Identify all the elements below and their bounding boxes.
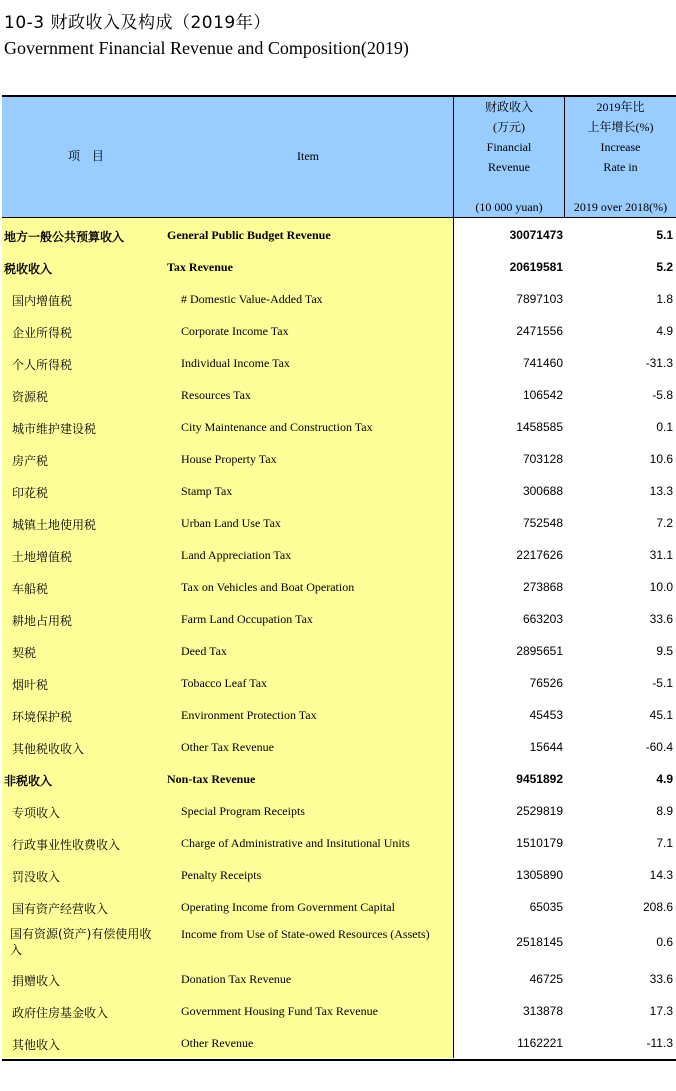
- growth-value: 7.2: [656, 516, 673, 530]
- growth-value: 1.8: [656, 292, 673, 306]
- item-name-en: Urban Land Use Tax: [181, 516, 281, 530]
- table-row: [2, 442, 676, 474]
- table-row: [2, 634, 676, 666]
- revenue-value: 30071473: [509, 228, 563, 242]
- table-row: [2, 858, 676, 890]
- item-name-en: Environment Protection Tax: [181, 708, 317, 722]
- table-row: [2, 994, 676, 1026]
- table-row: [2, 794, 676, 826]
- growth-value: 10.6: [649, 452, 673, 466]
- table-row: [2, 1026, 676, 1058]
- item-name-cn: 国内增值税: [12, 294, 73, 308]
- item-name-en: Tax Revenue: [167, 260, 233, 274]
- growth-value: -5.8: [652, 388, 673, 402]
- table-row: [2, 474, 676, 506]
- revenue-value: 300688: [522, 484, 563, 498]
- item-name-cn: 非税收入: [4, 774, 53, 788]
- item-name-cn: 捐赠收入: [12, 974, 61, 988]
- revenue-value: 313878: [522, 1004, 563, 1018]
- growth-value: 4.9: [656, 772, 673, 786]
- revenue-value: 45453: [529, 708, 563, 722]
- item-name-en: Farm Land Occupation Tax: [181, 612, 313, 626]
- item-name-en: Government Housing Fund Tax Revenue: [181, 1004, 378, 1018]
- table-row: [2, 762, 676, 794]
- item-name-cn: 耕地占用税: [12, 614, 73, 628]
- item-name-cn: 城市维护建设税: [12, 422, 97, 436]
- item-name-en: # Domestic Value-Added Tax: [181, 292, 323, 306]
- table-row: [2, 378, 676, 410]
- table-row: [2, 506, 676, 538]
- header-growth: [565, 97, 676, 217]
- table-row: [2, 826, 676, 858]
- header-growth-line: Rate in: [603, 160, 638, 174]
- revenue-value: 76526: [529, 676, 563, 690]
- table-bottom-rule: [2, 1059, 676, 1061]
- growth-value: 45.1: [649, 708, 673, 722]
- table-row: [2, 282, 676, 314]
- revenue-value: 1458585: [516, 420, 563, 434]
- item-name-cn: 环境保护税: [12, 710, 73, 724]
- table-row: [2, 570, 676, 602]
- table-row: [2, 314, 676, 346]
- revenue-value: 1305890: [516, 868, 563, 882]
- revenue-value: 7897103: [516, 292, 563, 306]
- table-row: [2, 410, 676, 442]
- item-name-cn: 国有资产经营收入: [12, 902, 109, 916]
- revenue-value: 106542: [522, 388, 563, 402]
- item-name-cn: 税收收入: [4, 262, 53, 276]
- header-revenue: [454, 97, 564, 217]
- revenue-value: 1162221: [517, 1036, 563, 1050]
- revenue-value: 65035: [529, 900, 563, 914]
- item-name-cn: 烟叶税: [12, 678, 49, 692]
- header-item-en: Item: [297, 149, 319, 163]
- item-name-en: Land Appreciation Tax: [181, 548, 292, 562]
- item-name-cn: 印花税: [12, 486, 49, 500]
- header-growth-line: 2019 over 2018(%): [573, 200, 668, 214]
- growth-value: 9.5: [656, 644, 673, 658]
- header-growth-line: [565, 177, 676, 197]
- revenue-value: 2217626: [516, 548, 563, 562]
- item-name-en: Donation Tax Revenue: [181, 972, 292, 986]
- growth-value: 208.6: [642, 900, 673, 914]
- item-name-cn: 其他税收收入: [12, 742, 85, 756]
- revenue-value: 703128: [522, 452, 563, 466]
- item-name-en: Other Revenue: [181, 1036, 254, 1050]
- header-growth-line: 2019年比: [596, 100, 645, 114]
- header-growth-line: Increase: [600, 140, 641, 154]
- item-name-en: Deed Tax: [181, 644, 227, 658]
- revenue-value: 752548: [522, 516, 563, 530]
- item-name-en: Stamp Tax: [181, 484, 233, 498]
- item-name-cn: 城镇土地使用税: [12, 518, 97, 532]
- item-name-en: Other Tax Revenue: [181, 740, 274, 754]
- table-row: [2, 962, 676, 994]
- growth-value: 10.0: [649, 580, 673, 594]
- growth-value: 31.1: [649, 548, 673, 562]
- item-name-cn: 政府住房基金收入: [12, 1006, 109, 1020]
- revenue-value: 1510179: [516, 836, 563, 850]
- item-name-en: Operating Income from Government Capital: [181, 900, 395, 914]
- revenue-value: 15644: [529, 740, 563, 754]
- table-row: [2, 698, 676, 730]
- header-revenue-line: [454, 177, 564, 197]
- table-row: [2, 922, 676, 962]
- item-name-en: Penalty Receipts: [181, 868, 262, 882]
- item-name-cn: 企业所得税: [12, 326, 73, 340]
- growth-value: 33.6: [649, 612, 673, 626]
- header-revenue-line: Revenue: [488, 160, 530, 174]
- header-growth-line: 上年增长(%): [587, 120, 654, 134]
- growth-value: 0.6: [656, 935, 673, 949]
- item-name-cn: 土地增值税: [12, 550, 73, 564]
- growth-value: -60.4: [645, 740, 673, 754]
- revenue-value: 2471556: [516, 324, 563, 338]
- growth-value: 8.9: [656, 804, 673, 818]
- header-revenue-line: Financial: [486, 140, 532, 154]
- revenue-value: 2518145: [516, 935, 563, 949]
- growth-value: 17.3: [649, 1004, 673, 1018]
- growth-value: 13.3: [649, 484, 673, 498]
- item-name-en: Income from Use of State-owed Resources (Assets): [181, 927, 430, 941]
- revenue-value: 46725: [529, 972, 563, 986]
- table-row: [2, 602, 676, 634]
- table-row: [2, 218, 676, 250]
- item-name-en: Corporate Income Tax: [181, 324, 289, 338]
- item-name-en: Individual Income Tax: [181, 356, 290, 370]
- item-name-en: Resources Tax: [181, 388, 251, 402]
- item-name-en: Special Program Receipts: [181, 804, 305, 818]
- item-name-cn: 房产税: [12, 454, 49, 468]
- item-name-cn: 行政事业性收费收入: [12, 838, 121, 852]
- item-name-cn: 地方一般公共预算收入: [4, 230, 125, 244]
- growth-value: 33.6: [649, 972, 673, 986]
- revenue-value: 663203: [522, 612, 563, 626]
- growth-value: -31.3: [645, 356, 673, 370]
- item-name-en: Tobacco Leaf Tax: [181, 676, 268, 690]
- revenue-value: 2895651: [516, 644, 563, 658]
- item-name-cn: 其他收入: [12, 1038, 61, 1052]
- growth-value: -5.1: [652, 676, 673, 690]
- item-name-en: Tax on Vehicles and Boat Operation: [181, 580, 355, 594]
- item-name-en: Charge of Administrative and Insitutional Units: [181, 836, 410, 850]
- item-name-en: Non-tax Revenue: [167, 772, 256, 786]
- table-row: [2, 730, 676, 762]
- growth-value: -11.3: [646, 1036, 673, 1050]
- table-row: [2, 666, 676, 698]
- item-name-cn: 资源税: [12, 390, 49, 404]
- growth-value: 5.2: [656, 260, 673, 274]
- growth-value: 5.1: [656, 228, 673, 242]
- item-name-cn: 契税: [12, 646, 37, 660]
- table-row: [2, 346, 676, 378]
- table-row: [2, 538, 676, 570]
- header-revenue-line: (10 000 yuan): [475, 200, 543, 214]
- item-name-cn: 国有资源(资产)有偿使用收入: [10, 927, 152, 957]
- item-name-en: City Maintenance and Construction Tax: [181, 420, 373, 434]
- header-revenue-line: (万元): [493, 120, 525, 134]
- item-name-cn: 车船税: [12, 582, 49, 596]
- page-title-en: Government Financial Revenue and Composition(2019): [4, 38, 409, 58]
- item-name-en: General Public Budget Revenue: [167, 228, 331, 242]
- table-row: [2, 250, 676, 282]
- growth-value: 14.3: [649, 868, 673, 882]
- item-name-en: House Property Tax: [181, 452, 277, 466]
- revenue-value: 741460: [522, 356, 563, 370]
- growth-value: 0.1: [656, 420, 673, 434]
- table-header: [2, 97, 676, 218]
- growth-value: 4.9: [656, 324, 673, 338]
- item-name-cn: 个人所得税: [12, 358, 73, 372]
- revenue-value: 273868: [522, 580, 563, 594]
- item-name-cn: 专项收入: [12, 806, 61, 820]
- revenue-value: 9451892: [516, 772, 563, 786]
- header-revenue-line: 财政收入: [484, 100, 533, 114]
- revenue-value: 20619581: [509, 260, 563, 274]
- revenue-value: 2529819: [516, 804, 563, 818]
- item-name-cn: 罚没收入: [12, 870, 61, 884]
- page-title-cn: 10-3 财政收入及构成（2019年）: [4, 13, 271, 33]
- growth-value: 7.1: [656, 836, 673, 850]
- header-item-cn: 项 目: [68, 149, 108, 163]
- table-row: [2, 890, 676, 922]
